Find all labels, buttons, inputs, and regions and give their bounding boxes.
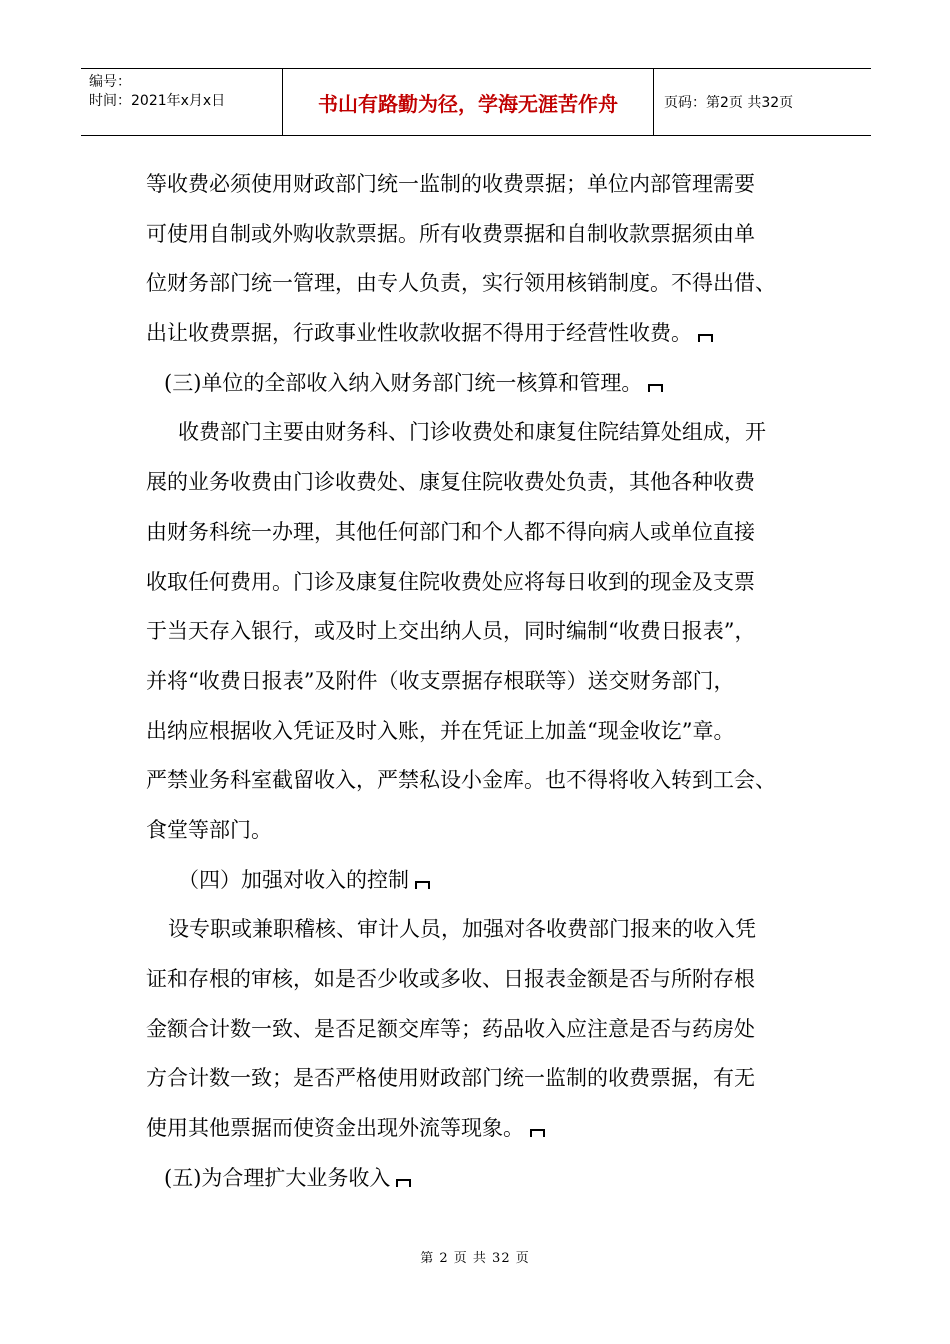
text-line: 可使用自制或外购收款票据。所有收费票据和自制收款票据须由单 <box>146 221 755 246</box>
page-header <box>81 68 871 136</box>
paragraph-mark-icon <box>698 334 713 342</box>
text-line: 食堂等部门。 <box>146 817 272 842</box>
header-motto: 书山有路勤为径，学海无涯苦作舟 <box>283 69 654 135</box>
text-line: 证和存根的审核，如是否少收或多收、日报表金额是否与所附存根 <box>146 967 755 991</box>
document-body <box>146 160 826 1203</box>
text-line: 并将“收费日报表”及附件（收支票据存根联等）送交财务部门， <box>146 668 735 693</box>
text-line: 收费部门主要由财务科、门诊收费处和康复住院结算处组成，开 <box>178 420 766 445</box>
header-page-number: 页码：第2页 共32页 <box>664 95 794 111</box>
text-line: 出纳应根据收入凭证及时入账，并在凭证上加盖“现金收讫”章。 <box>146 718 735 743</box>
text-line: 等收费必须使用财政部门统一监制的收费票据；单位内部管理需要 <box>146 172 755 196</box>
text-line: 收取任何费用。门诊及康复住院收费处应将每日收到的现金及支票 <box>146 569 755 594</box>
section-heading: （四）加强对收入的控制 <box>146 856 826 906</box>
paragraph-mark-icon <box>415 881 430 889</box>
text-line: 位财务部门统一管理，由专人负责，实行领用核销制度。不得出借、 <box>146 271 776 296</box>
text-line: 由财务科统一办理，其他任何部门和个人都不得向病人或单位直接 <box>146 519 755 544</box>
document-date: 时间：2021年x月x日 <box>89 93 226 109</box>
text-line: 严禁业务科室截留收入，严禁私设小金库。也不得将收入转到工会、 <box>146 768 776 793</box>
text-line: 金额合计数一致、是否足额交库等；药品收入应注意是否与药房处 <box>146 1016 755 1041</box>
text-line: 设专职或兼职稽核、审计人员，加强对各收费部门报来的收入凭 <box>168 917 756 942</box>
text-line: 出让收费票据，行政事业性收款收据不得用于经营性收费。 <box>146 309 826 359</box>
header-meta <box>81 69 283 135</box>
text-line: 展的业务收费由门诊收费处、康复住院收费处负责，其他各种收费 <box>146 470 755 495</box>
document-number: 编号： <box>89 74 131 90</box>
paragraph-mark-icon <box>648 384 663 392</box>
paragraph-mark-icon <box>396 1179 411 1187</box>
page-footer: 第 2 页 共 32 页 <box>420 1251 530 1266</box>
text-line: 方合计数一致；是否严格使用财政部门统一监制的收费票据，有无 <box>146 1066 755 1091</box>
paragraph-mark-icon <box>530 1129 545 1137</box>
section-heading: (五)为合理扩大业务收入 <box>146 1154 826 1204</box>
text-line: 使用其他票据而使资金出现外流等现象。 <box>146 1104 826 1154</box>
text-line: 于当天存入银行，或及时上交出纳人员，同时编制“收费日报表”， <box>146 619 756 644</box>
section-heading: (三)单位的全部收入纳入财务部门统一核算和管理。 <box>146 359 826 409</box>
